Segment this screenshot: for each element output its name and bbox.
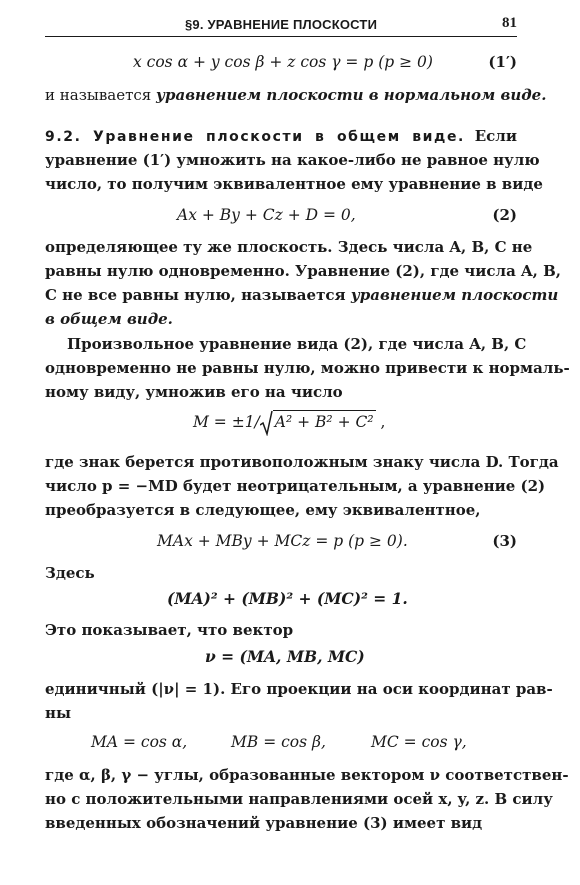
equation-3-number: (3): [492, 532, 517, 550]
equation-vector-nu: ν = (MA, MB, MC): [205, 647, 365, 666]
paragraph-arbitrary-line2: одновременно не равны нулю, можно привести к нормаль-: [45, 359, 570, 377]
paragraph-general-line1: определяющее ту же плоскость. Здесь числа A, B, C не: [45, 238, 533, 256]
paragraph-unit-line1: единичный (|ν| = 1). Его проекции на оси координат рав-: [45, 680, 553, 698]
equation-cos-alpha: MA = cos α,: [91, 733, 188, 751]
word-zdes: Здесь: [45, 564, 95, 582]
equation-1-prime-number: (1′): [488, 53, 517, 71]
running-header: [45, 14, 517, 37]
section-9-2-line1: 9.2. Уравнение плоскости в общем виде. Если: [45, 127, 517, 145]
equation-3: MAx + MBy + MCz = p (p ≥ 0).: [157, 532, 408, 550]
section-9-2-line2: уравнение (1′) умножить на какое-либо не равное нулю: [45, 151, 540, 169]
equation-unit-sum: (MA)² + (MB)² + (MC)² = 1.: [167, 589, 408, 608]
header-title: §9. УРАВНЕНИЕ ПЛОСКОСТИ: [185, 17, 378, 32]
paragraph-general-line2: равны нулю одновременно. Уравнение (2), где числа A, B,: [45, 262, 562, 280]
paragraph-sign-line1: где знак берется противоположным знаку числа D. Тогда: [45, 453, 559, 471]
equation-2-number: (2): [492, 206, 517, 224]
paragraph-vector: Это показывает, что вектор: [45, 621, 294, 639]
paragraph-general-line4: в общем виде.: [45, 310, 173, 328]
square-root-sign: [260, 410, 273, 436]
paragraph-arbitrary-line1: Произвольное уравнение вида (2), где числа A, B, C: [67, 335, 527, 353]
equation-2: Ax + By + Cz + D = 0,: [177, 206, 356, 224]
paragraph-unit-line2: ны: [45, 704, 72, 722]
paragraph-sign-line3: преобразуется в следующее, ему эквивалентное,: [45, 501, 481, 519]
paragraph-angles-line2: но с положительными направлениями осей x, y, z. В силу: [45, 790, 553, 808]
paragraph-sign-line2: число p = −MD будет неотрицательным, а уравнение (2): [45, 477, 546, 495]
paragraph-arbitrary-line3: ному виду, умножив его на число: [45, 383, 343, 401]
section-heading: 9.2. Уравнение плоскости в общем виде.: [45, 129, 465, 145]
equation-cos-beta: MB = cos β,: [231, 733, 326, 751]
paragraph-angles-line3: введенных обозначений уравнение (3) имеет вид: [45, 814, 483, 832]
page-number: 81: [502, 15, 517, 31]
equation-1-prime: x cos α + y cos β + z cos γ = p (p ≥ 0): [133, 53, 433, 71]
radicand: A² + B² + C²: [273, 410, 376, 431]
equation-cos-gamma: MC = cos γ,: [371, 733, 467, 751]
paragraph-angles-line1: где α, β, γ − углы, образованные вектором ν соответствен-: [45, 766, 569, 784]
book-page: [45, 14, 570, 832]
section-9-2-line3: число, то получим эквивалентное ему уравнение в виде: [45, 175, 543, 193]
paragraph-general-line3: C не все равны нулю, называется уравнением плоскости: [45, 286, 559, 304]
equation-normalizing-factor: M = ±1/ A² + B² + C² ,: [193, 410, 385, 436]
paragraph-normal-form: и называется уравнением плоскости в нормальном виде.: [45, 86, 547, 104]
